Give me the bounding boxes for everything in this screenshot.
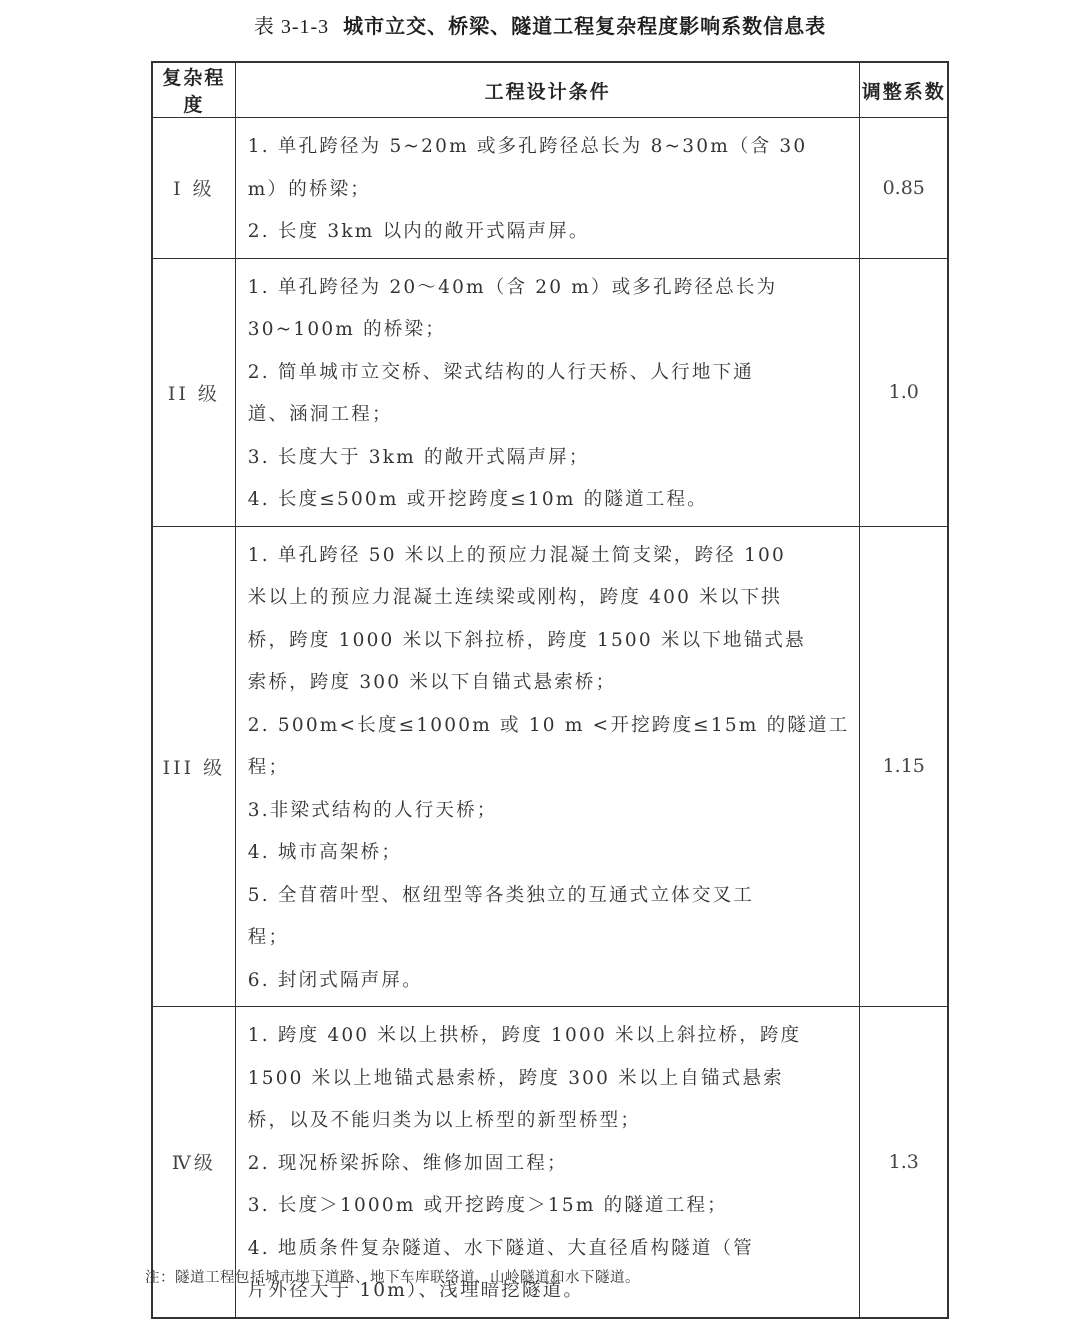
condition-line: 道、涵洞工程； — [247, 404, 393, 425]
condition-line: 桥，以及不能归类为以上桥型的新型桥型； — [247, 1110, 642, 1131]
condition-line: m）的桥梁； — [247, 178, 371, 200]
condition-line: 1500 米以上地锚式悬索桥，跨度 300 米以上自锚式悬索 — [247, 1067, 784, 1089]
grade-cell: Ⅳ级 — [152, 1007, 235, 1318]
conditions-cell — [235, 258, 860, 526]
conditions-cell — [235, 118, 860, 259]
grade-cell: II 级 — [152, 258, 235, 526]
header-row — [152, 62, 948, 118]
condition-line: 4. 城市高架桥； — [247, 842, 403, 863]
condition-line: 片外径大于 10m）、浅埋暗挖隧道。 — [247, 1280, 585, 1301]
complexity-coefficient-table — [151, 61, 949, 1319]
condition-line: 3. 长度＞1000m 或开挖跨度＞15m 的隧道工程； — [247, 1195, 728, 1216]
coefficient-cell: 1.3 — [860, 1007, 948, 1318]
table-row — [152, 526, 948, 1007]
condition-line: 1. 跨度 400 米以上拱桥，跨度 1000 米以上斜拉桥，跨度 — [247, 1025, 802, 1046]
table-row — [152, 258, 948, 526]
condition-line: 2. 简单城市立交桥、梁式结构的人行天桥、人行地下通 — [247, 361, 754, 383]
footnote: 注：隧道工程包括城市地下道路、地下车库联络道、山岭隧道和水下隧道。 — [145, 1270, 640, 1286]
condition-line: 4. 地质条件复杂隧道、水下隧道、大直径盾构隧道（管 — [247, 1237, 754, 1259]
header-complexity: 复杂程度 — [152, 62, 235, 118]
condition-line: 1. 单孔跨径 50 米以上的预应力混凝土简支梁，跨径 100 — [247, 544, 786, 566]
table-number: 表 3-1-3 — [253, 16, 330, 38]
table-title-text: 城市立交、桥梁、隧道工程复杂程度影响系数信息表 — [343, 14, 827, 38]
condition-line: 4. 长度≤500m 或开挖跨度≤10m 的隧道工程。 — [247, 489, 708, 510]
condition-line: 索桥，跨度 300 米以下自锚式悬索桥； — [247, 672, 617, 693]
condition-line: 2. 长度 3km 以内的敞开式隔声屏。 — [247, 221, 590, 242]
header-adjust-coefficient: 调整系数 — [860, 62, 948, 118]
condition-line: 程； — [247, 757, 290, 778]
condition-line: 2. 现况桥梁拆除、维修加固工程； — [247, 1152, 568, 1174]
condition-line: 6. 封闭式隔声屏。 — [247, 969, 423, 991]
header-design-conditions: 工程设计条件 — [235, 62, 860, 118]
condition-line: 米以上的预应力混凝土连续梁或刚构，跨度 400 米以下拱 — [247, 587, 782, 608]
condition-line: 5. 全苜蓿叶型、枢纽型等各类独立的互通式立体交叉工 — [247, 884, 754, 906]
condition-line: 桥，跨度 1000 米以下斜拉桥，跨度 1500 米以下地锚式悬 — [247, 629, 806, 651]
table-title — [0, 10, 1080, 39]
condition-line: 30~100m 的桥梁； — [247, 319, 446, 340]
condition-line: 1. 单孔跨径为 5~20m 或多孔跨径总长为 8~30m（含 30 — [247, 136, 808, 157]
grade-cell: III 级 — [152, 526, 235, 1007]
condition-line: 1. 单孔跨径为 20～40m（含 20 m）或多孔跨径总长为 — [247, 276, 778, 298]
coefficient-cell: 0.85 — [860, 118, 948, 259]
condition-line: 程； — [247, 927, 290, 948]
coefficient-cell: 1.0 — [860, 258, 948, 526]
grade-cell: I 级 — [152, 118, 235, 259]
table-row — [152, 118, 948, 259]
coefficient-cell: 1.15 — [860, 526, 948, 1007]
condition-line: 2. 500m<长度≤1000m 或 10 m <开挖跨度≤15m 的隧道工 — [247, 714, 850, 736]
condition-line: 3. 长度大于 3km 的敞开式隔声屏； — [247, 446, 590, 468]
conditions-cell — [235, 526, 860, 1007]
condition-line: 3.非梁式结构的人行天桥； — [247, 799, 498, 821]
